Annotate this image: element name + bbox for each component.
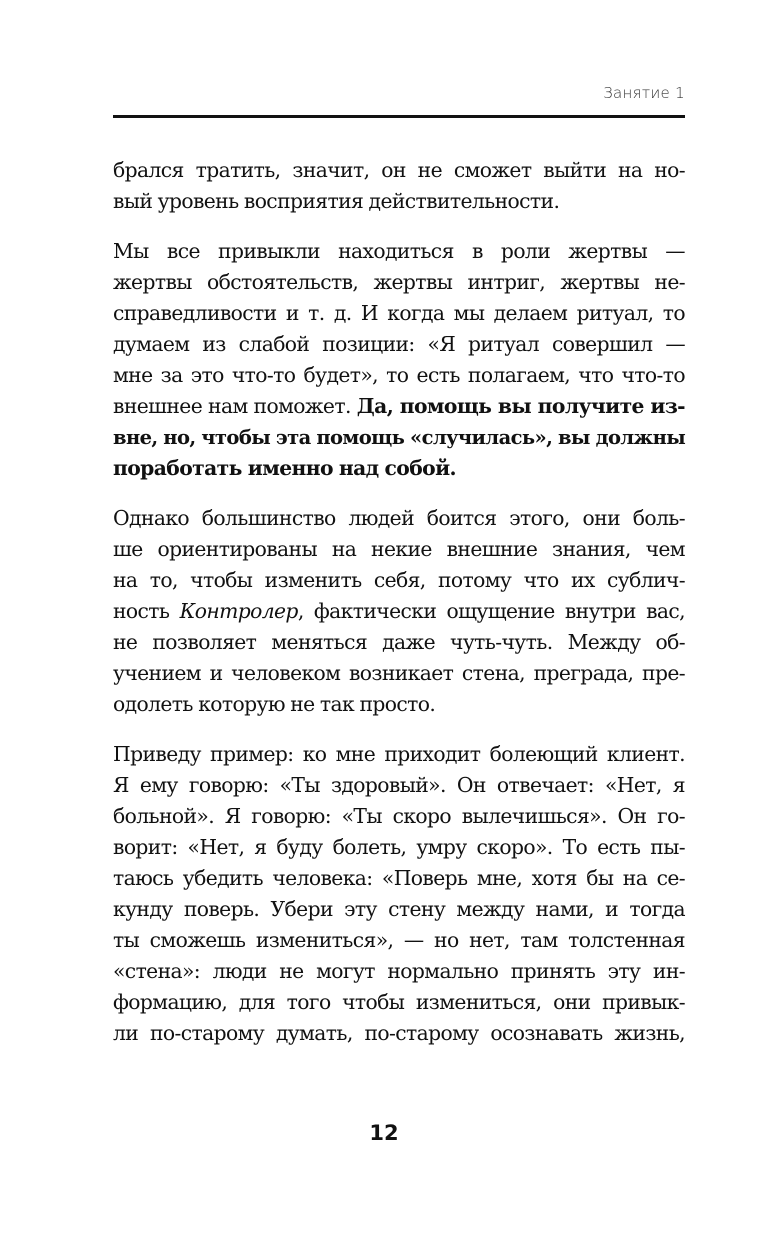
text-line: жертвы обстоятельств, жертвы интриг, жертвы не- [113,270,685,294]
text-line: таюсь убедить человека: «Поверь мне, хотя бы на се- [113,866,685,890]
text-line: ворит: «Нет, я буду болеть, умру скоро». То есть пы- [113,835,685,859]
text-run: ность [113,599,180,623]
text-line: Приведу пример: ко мне приходит болеющий клиент. [113,742,685,766]
italic-run: Контролер [179,599,298,623]
text-run: , фактически ощущение внутри вас, [297,599,685,623]
text-run: внешнее нам поможет. [113,394,357,418]
text-line: на то, чтобы изменить себя, потому что их сублич- [113,568,685,592]
bold-run: вне, но, чтобы эта помощь «случилась», вы должны [113,426,686,449]
text-line: Однако большинство людей боится этого, они боль- [113,506,685,530]
text-line: брался тратить, значит, он не сможет выйти на но- [113,158,685,182]
paragraph-2 [113,236,685,484]
text-line: больной». Я говорю: «Ты скоро вылечишься». Он го- [113,804,685,828]
text-line: справедливости и т. д. И когда мы делаем ритуал, то [113,301,685,325]
text-line: думаем из слабой позиции: «Я ритуал совершил — [113,332,685,356]
text-line: «стена»: люди не могут нормально принять эту ин- [113,959,685,983]
text-line [113,391,685,422]
bold-run: Да, помощь вы получите из- [356,394,685,418]
bold-run: поработать именно над собой. [113,456,456,480]
bold-text-line [113,453,685,484]
text-line: ше ориентированы на некие внешние знания, чем [113,537,685,561]
page-number: 12 [369,1121,399,1145]
text-line: формацию, для того чтобы измениться, они привык- [113,990,685,1014]
text-line: Мы все привыкли находиться в роли жертвы — [113,239,685,263]
text-line: вый уровень восприятия действительности. [113,189,560,213]
text-line: одолеть которую не так просто. [113,692,436,716]
body-text [113,155,685,1068]
text-line: учением и человеком возникает стена, преграда, пре- [113,661,685,685]
text-line: не позволяет меняться даже чуть-чуть. Между об- [113,630,685,654]
text-line: Я ему говорю: «Ты здоровый». Он отвечает: «Нет, я [113,773,685,797]
text-line: мне за это что-то будет», то есть полагаем, что что-то [113,363,685,387]
text-line [113,596,685,627]
paragraph-4 [113,739,685,1049]
bold-text-line [113,422,685,453]
text-line: кунду поверь. Убери эту стену между нами, и тогда [113,897,685,921]
text-line: ли по-старому думать, по-старому осознавать жизнь, [113,1021,685,1045]
text-line: ты сможешь измениться», — но нет, там толстенная [113,928,685,952]
running-head: Занятие 1 [603,84,685,102]
paragraph-3 [113,503,685,720]
header-rule [113,115,685,118]
paragraph-1 [113,155,685,217]
